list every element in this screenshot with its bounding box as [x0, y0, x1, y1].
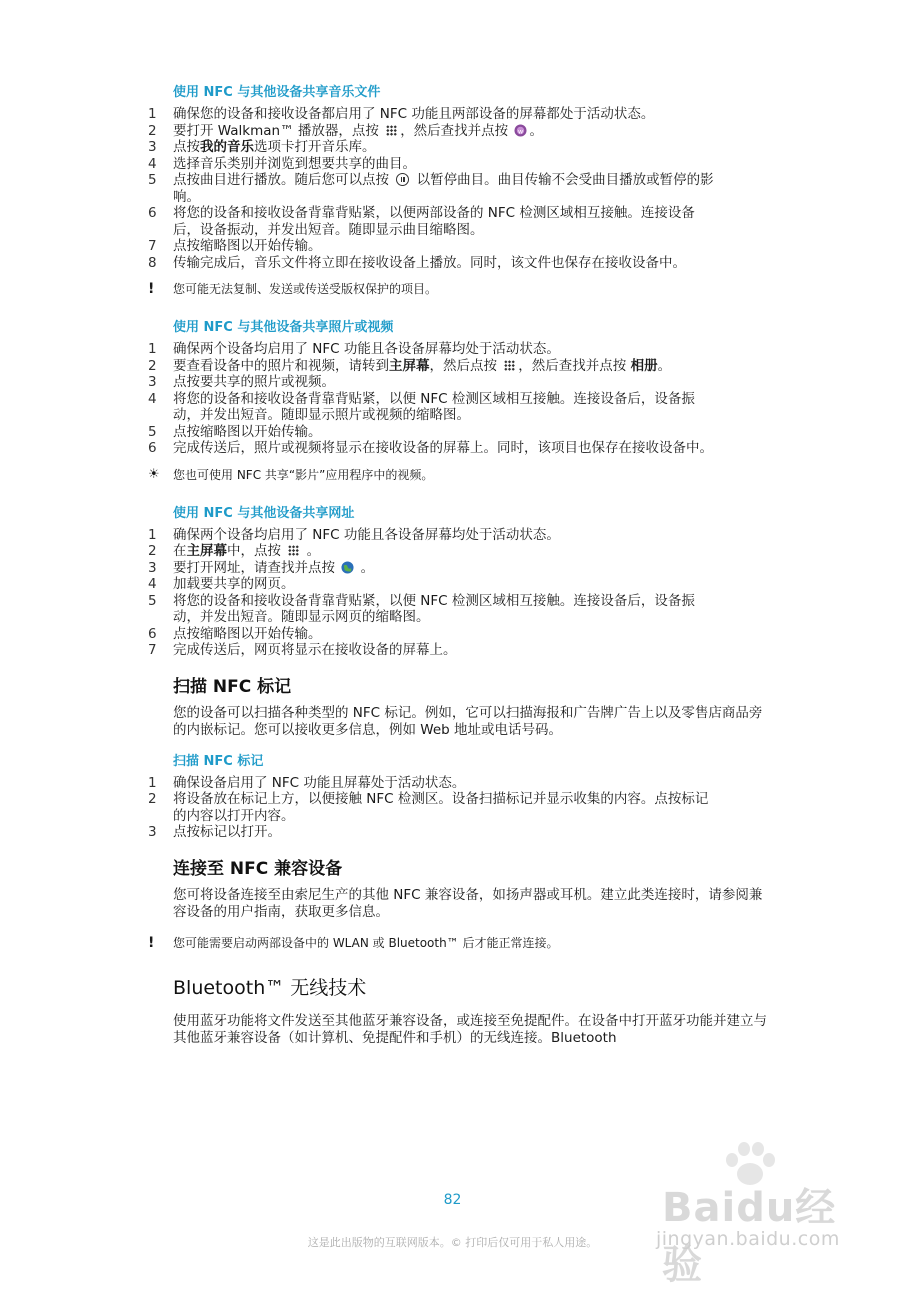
footer-notice: 这是此出版物的互联网版本。© 打印后仅可用于私人用途。: [307, 1236, 598, 1249]
app-grid-icon: [504, 360, 515, 371]
step-number: 7: [148, 238, 157, 254]
step: 5 点按缩略图以开始传输。: [148, 423, 322, 440]
lightbulb-icon: ☀: [148, 466, 160, 482]
step: 4 加载要共享的网页。: [148, 576, 295, 592]
step: 1 确保两个设备均启用了 NFC 功能且各设备屏幕均处于活动状态。: [148, 526, 560, 543]
paragraph-connect-nfc: 您可将设备连接至由索尼生产的其他 NFC 兼容设备，如扬声器或耳机。建立此类连接时，请参阅兼容设备的用户指南，获取更多信息。: [173, 886, 763, 920]
step: [148, 106, 768, 123]
step: [148, 123, 768, 140]
step-text: 选择音乐类别并浏览到想要共享的曲目。: [173, 155, 416, 172]
note-copyright: ! 您可能无法复制、发送或传送受版权保护的项目。: [148, 281, 438, 297]
step: 1 确保两个设备均启用了 NFC 功能且各设备屏幕均处于活动状态。: [148, 341, 560, 357]
note-wlan-bluetooth: ! 您可能需要启动两部设备中的 WLAN 或 Bluetooth™ 后才能正常连接。: [148, 934, 559, 951]
step: 3 要打开网址，请查找并点按 。: [148, 559, 375, 576]
paragraph-bluetooth: 使用蓝牙功能将文件发送至其他蓝牙兼容设备，或连接至免提配件。在设备中打开蓝牙功能并建立与其他蓝牙兼容设备（如计算机、免提配件和手机）的无线连接。Bluetooth: [173, 1012, 767, 1046]
main-content: [148, 84, 768, 1061]
step-text: 点按缩略图以开始传输。: [173, 238, 322, 254]
ui-label-album: 相册: [630, 357, 658, 374]
step: 2 在主屏幕中，点按 。: [148, 543, 321, 559]
ui-label-my-music: 我的音乐: [200, 139, 254, 155]
step: 7 完成传送后，网页将显示在接收设备的屏幕上。: [148, 642, 457, 658]
photo-steps: [148, 341, 768, 457]
walkman-icon: [514, 124, 527, 137]
step: 2 将设备放在标记上方，以便接触 NFC 检测区。设备扫描标记并显示收集的内容。点按标记的内容以打开内容。: [148, 791, 709, 824]
step-text: 点按我的音乐选项卡打开音乐库。: [173, 139, 376, 155]
step: 4 将您的设备和接收设备背靠背贴紧，以便 NFC 检测区域相互接触。连接设备后，设备振动，并发出短音。随即显示照片或视频的缩略图。: [148, 390, 695, 423]
step: 3 点按要共享的照片或视频。: [148, 374, 335, 390]
step: 2 要查看设备中的照片和视频，请转到主屏幕，然后点按 ，然后查找并点按 相册。: [148, 357, 672, 374]
step-number: 5: [148, 172, 157, 188]
step: [148, 255, 768, 272]
step: 5 将您的设备和接收设备背靠背贴紧，以便 NFC 检测区域相互接触。连接设备后，设备振动，并发出短音。随即显示网页的缩略图。: [148, 592, 695, 625]
heading-scan-nfc: 扫描 NFC 标记: [173, 676, 292, 697]
step-number: 3: [148, 139, 157, 155]
step: 1 确保设备启用了 NFC 功能且屏幕处于活动状态。: [148, 774, 466, 791]
section-title-scan: 扫描 NFC 标记: [173, 753, 264, 769]
section-title-url: 使用 NFC 与其他设备共享网址: [173, 505, 355, 521]
svg-text:w: w: [518, 126, 524, 135]
pause-icon: [396, 173, 409, 186]
step: [148, 205, 768, 238]
scan-steps: [148, 775, 768, 841]
app-grid-icon: [288, 545, 299, 556]
url-steps: [148, 527, 768, 659]
watermark-brand: Baidu经验: [662, 1185, 837, 1288]
step-text: 要打开 Walkman™ 播放器，点按 ，然后查找并点按 w 。: [173, 122, 543, 139]
step-number: 6: [148, 205, 157, 221]
paragraph-scan-nfc: 您的设备可以扫描各种类型的 NFC 标记。例如，它可以扫描海报和广告牌广告上以及零售店商品旁的内嵌标记。您可以接收更多信息，例如 Web 地址或电话号码。: [173, 704, 763, 738]
browser-globe-icon: [341, 561, 354, 574]
step-number: 2: [148, 122, 157, 139]
step: [148, 172, 768, 205]
step-text: 将您的设备和接收设备背靠背贴紧，以便两部设备的 NFC 检测区域相互接触。连接设备后，设备振动，并发出短音。随即显示曲目缩略图。: [173, 205, 695, 238]
step-text: 点按曲目进行播放。随后您可以点按 以暂停曲目。曲目传输不会受曲目播放或暂停的影响。: [173, 172, 714, 205]
exclamation-icon: !: [148, 934, 155, 951]
step: [148, 238, 768, 255]
step: 6 点按缩略图以开始传输。: [148, 625, 322, 642]
exclamation-icon: !: [148, 281, 155, 297]
step-number: 1: [148, 106, 157, 122]
step-number: 4: [148, 155, 157, 172]
tip-movies: ☀ 您也可使用 NFC 共享“影片”应用程序中的视频。: [148, 466, 434, 482]
step: [148, 139, 768, 156]
ui-label-home-screen: 主屏幕: [389, 357, 430, 374]
step-text: 传输完成后，音乐文件将立即在接收设备上播放。同时，该文件也保存在接收设备中。: [173, 254, 686, 271]
watermark-url: jingyan.baidu.com: [656, 1228, 840, 1250]
step-number: 8: [148, 254, 157, 271]
step-text: 确保您的设备和接收设备都启用了 NFC 功能且两部设备的屏幕都处于活动状态。: [173, 106, 655, 122]
heading-bluetooth: Bluetooth™ 无线技术: [173, 976, 367, 999]
baidu-watermark: [650, 1140, 850, 1288]
section-title-photo: 使用 NFC 与其他设备共享照片或视频: [173, 320, 394, 335]
section-title-music: 使用 NFC 与其他设备共享音乐文件: [173, 85, 381, 100]
step: [148, 156, 768, 173]
ui-label-home-screen: 主屏幕: [186, 543, 227, 559]
step: 6 完成传送后，照片或视频将显示在接收设备的屏幕上。同时，该项目也保存在接收设备中。: [148, 440, 713, 456]
music-steps: [148, 106, 768, 271]
heading-connect-nfc: 连接至 NFC 兼容设备: [173, 858, 343, 879]
page-number: 82: [443, 1192, 462, 1208]
app-grid-icon: [386, 125, 397, 136]
step: 3 点按标记以打开。: [148, 824, 281, 840]
